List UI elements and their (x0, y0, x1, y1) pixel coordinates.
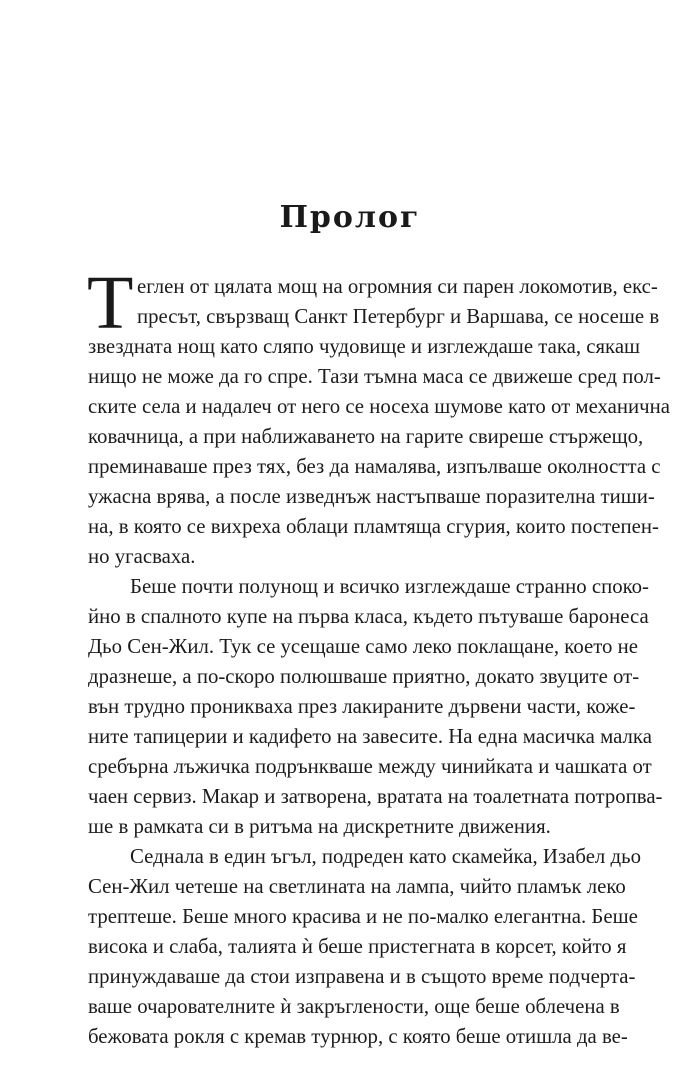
text-line: Беше почти полунощ и всичко изглеждаше странно споко- (130, 575, 649, 598)
text-line: но угасваха. (88, 545, 196, 568)
text-line: нищо не може да го спре. Тази тъмна маса се движеше сред пол- (88, 365, 661, 388)
text-line: ните тапицерии и кадифето на завесите. На една масичка малка (88, 725, 652, 748)
text-line: Сен-Жил четеше на светлината на лампа, чийто пламък леко (88, 875, 626, 898)
text-line: чаен сервиз. Макар и затворена, вратата на тоалетната потропва- (88, 785, 663, 808)
chapter-title: Пролог (279, 200, 421, 235)
text-line: ските села и надалеч от него се носеха шумове като от механична (88, 395, 670, 418)
text-line: ше в рамката си в ритъма на дискретните движения. (88, 815, 551, 838)
text-line: ужасна врява, а после изведнъж настъпваше поразителна тиши- (88, 485, 655, 508)
text-line: висока и слаба, талията ѝ беше пристегната в корсет, който я (88, 935, 627, 958)
text-line: ковачница, а при наближаването на гарите свиреше стържещо, (88, 425, 644, 448)
text-line: на, в която се вихреха облаци пламтяща сгурия, които постепен- (88, 515, 659, 538)
text-line: дразнеше, а по-скоро полюшваше приятно, докато звуците от- (88, 665, 640, 688)
text-line: преминаваше през тях, без да намалява, изпълваше околността с (88, 455, 661, 478)
text-line: сребърна лъжичка подрънкваше между чинийката и чашката от (88, 755, 652, 778)
text-line: вън трудно проникваха през лакираните дървени части, коже- (88, 695, 636, 718)
text-line: Седнала в един ъгъл, подреден като скамейка, Изабел дьо (130, 845, 641, 868)
text-line: йно в спалното купе на първа класа, където пътуваше баронеса (88, 605, 649, 628)
text-line: еглен от цялата мощ на огромния си парен локомотив, екс- (137, 275, 658, 298)
text-line: ваше очарователните ѝ закръглености, още беше облечена в (88, 995, 620, 1018)
text-line: бежовата рокля с кремав турнюр, с която беше отишла да ве- (88, 1025, 628, 1048)
text-line: пресът, свързващ Санкт Петербург и Варшава, се носеше в (137, 305, 660, 328)
text-line: Дьо Сен-Жил. Тук се усещаше само леко поклащане, което не (88, 635, 638, 658)
text-line: принуждаваше да стои изправена и в същото време подчерта- (88, 965, 636, 988)
drop-cap: Т (87, 261, 134, 345)
text-line: трептеше. Беше много красива и не по-малко елегантна. Беше (88, 905, 638, 928)
text-line: звездната нощ като сляпо чудовище и изглеждаше така, сякаш (88, 335, 641, 358)
